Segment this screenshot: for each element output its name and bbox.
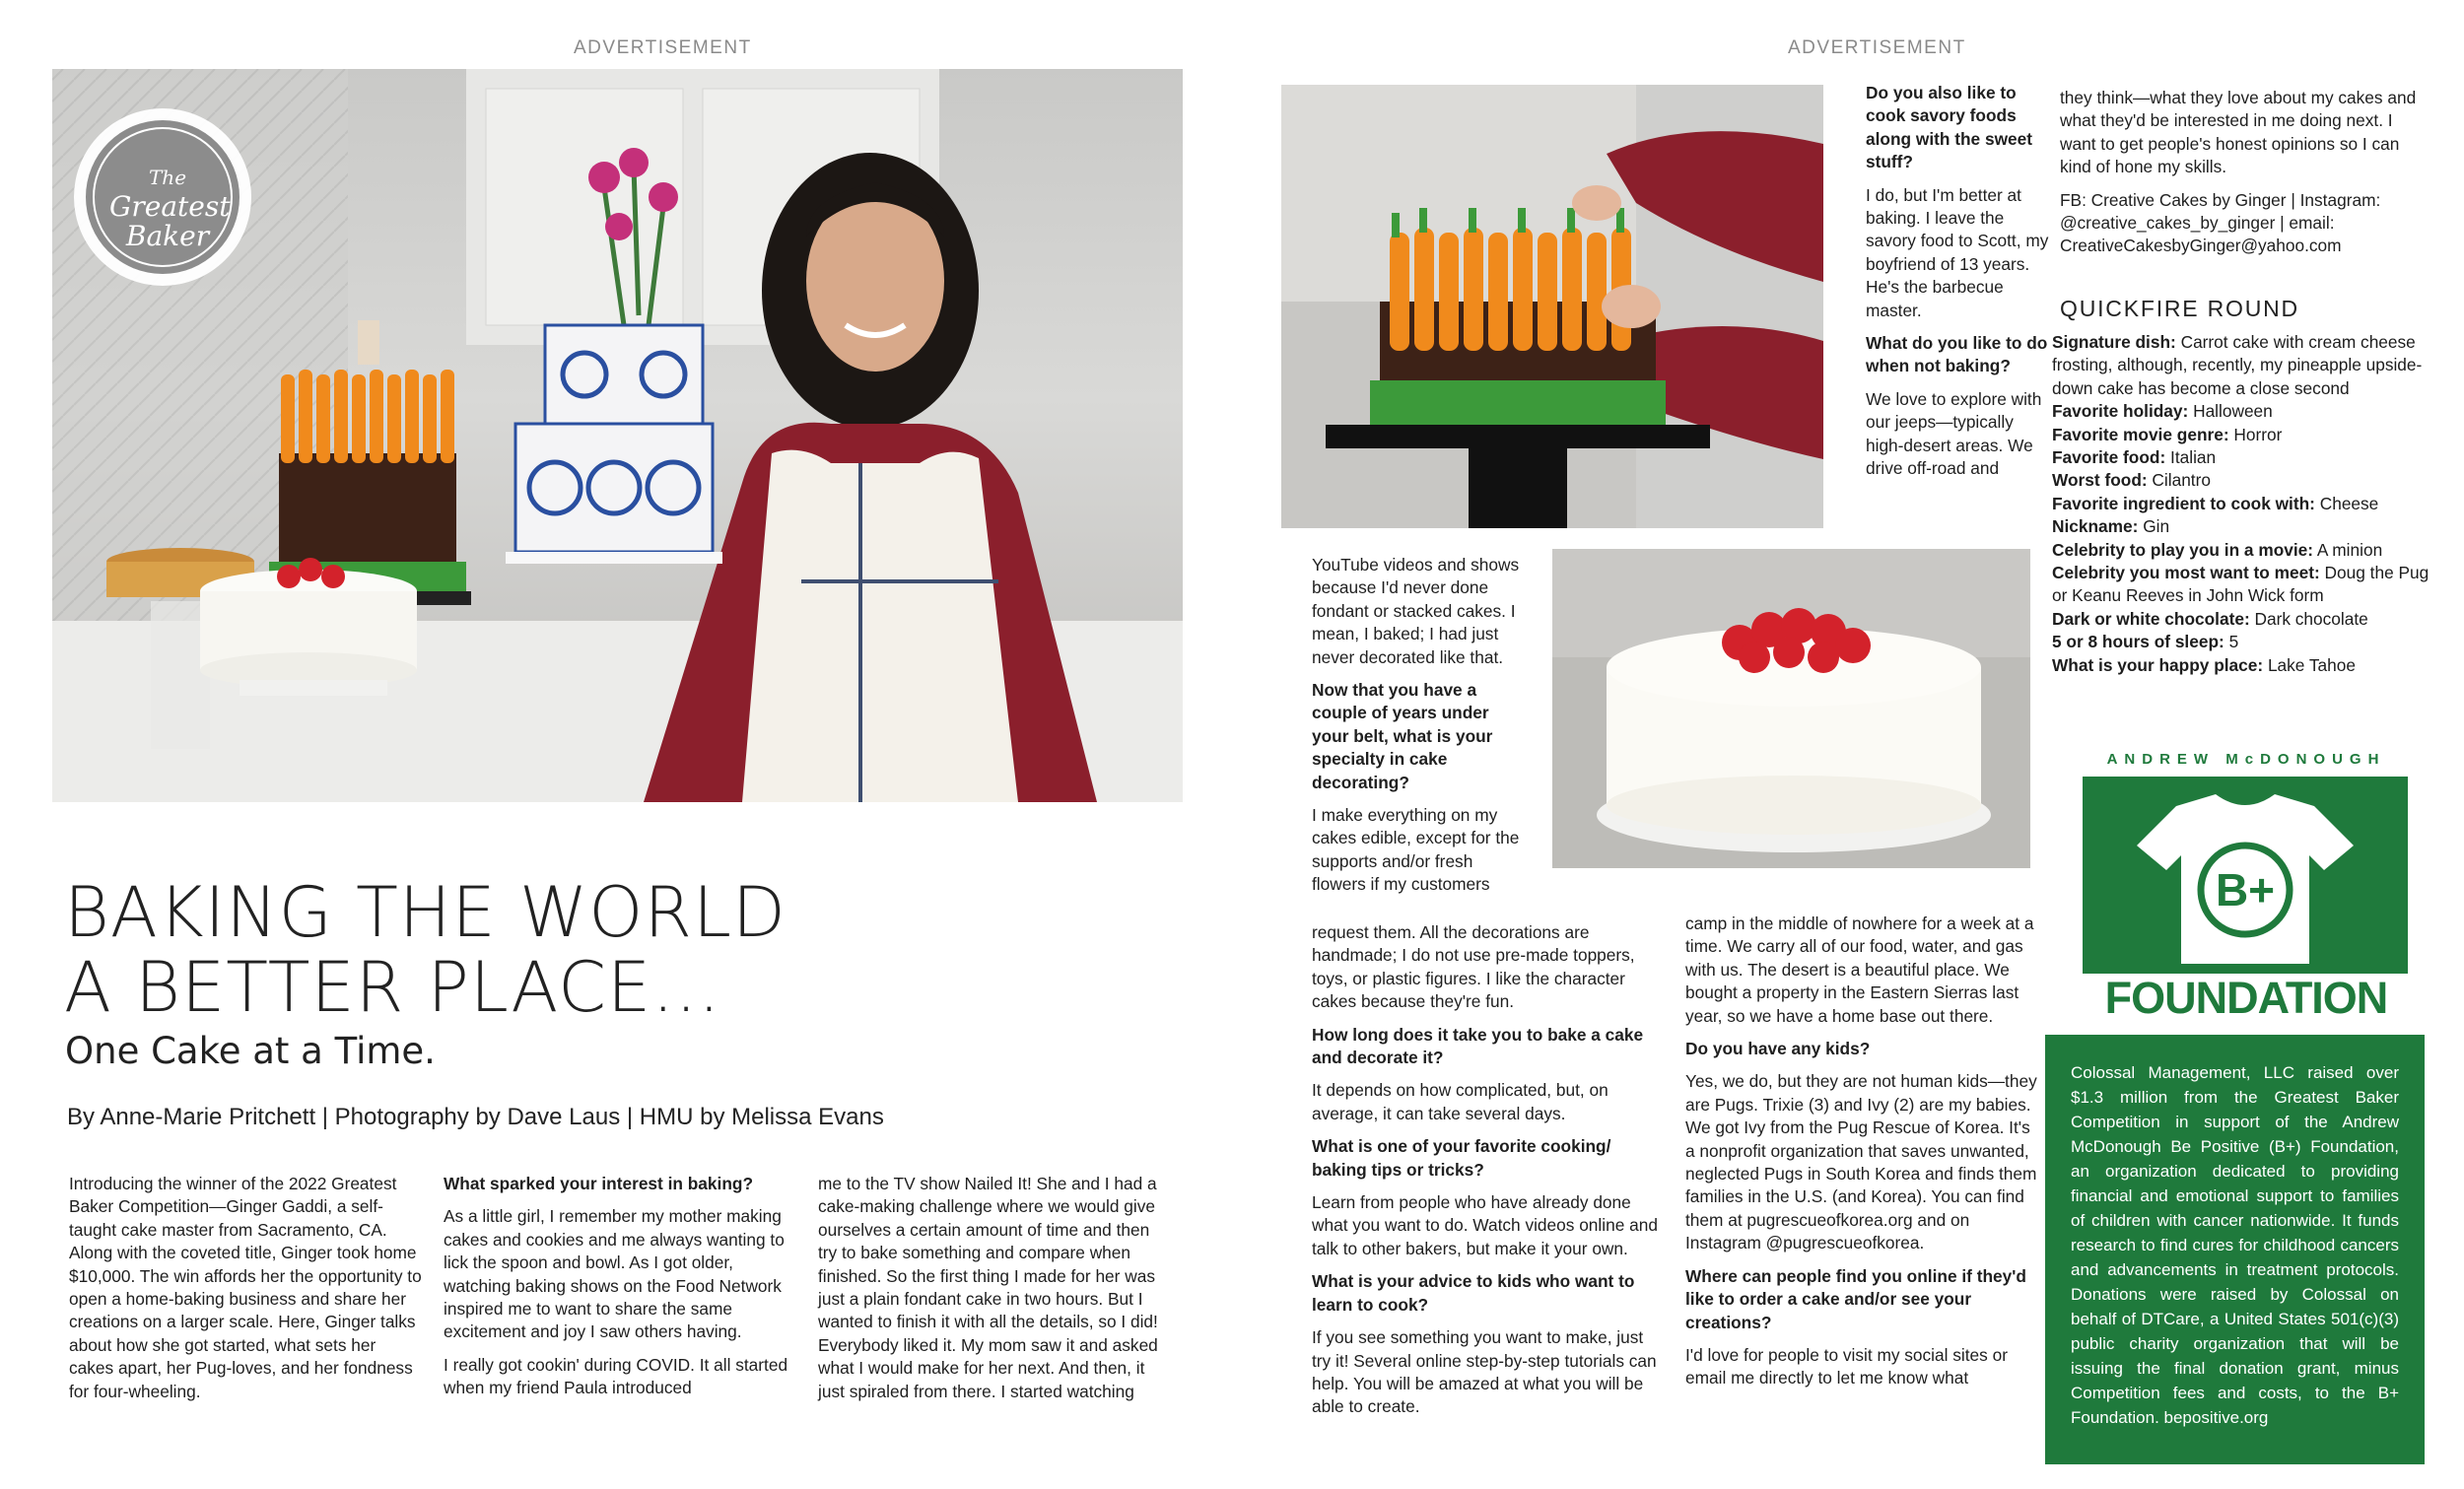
quickfire-item: Signature dish: Carrot cake with cream cheese frosting, although, recently, my pineapple upside-down cake has become a close second bbox=[2052, 332, 2423, 398]
column-specialty bbox=[1312, 554, 1521, 907]
answer-online: I'd love for people to visit my social sites or email me directly to let me know what bbox=[1685, 1344, 2008, 1388]
quickfire-title: QUICKFIRE ROUND bbox=[2060, 296, 2299, 321]
quickfire-item: 5 or 8 hours of sleep: 5 bbox=[2052, 632, 2239, 652]
hero-photo bbox=[52, 69, 1183, 802]
foundation-donation-box bbox=[2045, 1035, 2425, 1464]
column-social bbox=[2060, 87, 2425, 268]
column-tips bbox=[1312, 921, 1667, 1429]
logo-andrew-mcdonough: ANDREW McDONOUGH bbox=[2106, 751, 2386, 768]
answer-time: It depends on how complicated, but, on average, it can take several days. bbox=[1312, 1080, 1608, 1123]
question-online: Where can people find you online if they'd like to order a cake and/or see your creations? bbox=[1685, 1265, 2026, 1332]
answer-specialty-end: request them. All the decorations are handmade; I do not use pre-made toppers, toys, or plastic figures. I like the character cakes because they're fun. bbox=[1312, 922, 1635, 1012]
column-2 bbox=[444, 1173, 798, 1410]
question-specialty: Now that you have a couple of years under your belt, what is your specialty in cake decorating? bbox=[1312, 680, 1493, 792]
article-byline: By Anne-Marie Pritchett | Photography by Dave Laus | HMU by Melissa Evans bbox=[67, 1104, 884, 1130]
headline-line1: BAKING THE WORLD bbox=[64, 872, 787, 953]
quickfire-item: Nickname: Gin bbox=[2052, 516, 2170, 537]
intro-paragraph: Introducing the winner of the 2022 Greatest Baker Competition—Ginger Gaddi, a self-taught cake master from Sacramento, CA. Along with the coveted title, Ginger took home $10,000. The win affords her the opportunity to open a home-baking business and share her creations on a larger scale. Here, Ginger talks about how she got started, what sets her cakes apart, her Pug-loves, and her fondness for four-wheeling. bbox=[69, 1174, 422, 1401]
question-savory: Do you also like to cook savory foods along with the sweet stuff? bbox=[1866, 83, 2032, 172]
bplus-foundation-logo bbox=[2073, 751, 2420, 1037]
paragraph-youtube: YouTube videos and shows because I'd never done fondant or stacked cakes. I mean, I baked; I had just never decorated like that. bbox=[1312, 555, 1520, 667]
question-time: How long does it take you to bake a cake and decorate it? bbox=[1312, 1024, 1644, 1068]
quickfire-item: Favorite food: Italian bbox=[2052, 447, 2217, 468]
question-tips: What is one of your favorite cooking/ baking tips or tricks? bbox=[1312, 1136, 1611, 1180]
quickfire-item: Celebrity you most want to meet: Doug the Pug or Keanu Reeves in John Wick form bbox=[2052, 563, 2430, 606]
advertisement-label-right: ADVERTISEMENT bbox=[1788, 37, 1966, 58]
quickfire-item: Worst food: Cilantro bbox=[2052, 470, 2211, 491]
quickfire-list bbox=[2052, 331, 2436, 677]
answer-interest: As a little girl, I remember my mother making cakes and cookies and me always wanting to lick the spoon and bowl. As I got older, watching baking shows on the Food Network inspired me to want to share the same excitement and joy I saw others having. bbox=[444, 1206, 785, 1342]
answer-hobbies: We love to explore with our jeeps—typically high-desert areas. We drive off-road and bbox=[1866, 388, 2042, 479]
greatest-baker-badge bbox=[109, 163, 231, 252]
question-interest: What sparked your interest in baking? bbox=[444, 1174, 753, 1193]
answer-savory: I do, but I'm better at baking. I leave the savory food to Scott, my boyfriend of 13 years. He's the barbecue master. bbox=[1866, 184, 2049, 320]
headline-line2: A BETTER PLACE… bbox=[64, 947, 722, 1028]
column-pugs bbox=[1685, 913, 2040, 1400]
article-headline bbox=[64, 872, 787, 1028]
answer-specialty-start: I make everything on my cakes edible, except for the supports and/or fresh flowers if my customers bbox=[1312, 805, 1520, 895]
quickfire-item: What is your happy place: Lake Tahoe bbox=[2052, 654, 2356, 675]
column-intro bbox=[69, 1173, 424, 1413]
logo-foundation-word: FOUNDATION bbox=[2104, 973, 2388, 1023]
badge-line1: The bbox=[148, 166, 187, 189]
paragraph-camping: camp in the middle of nowhere for a week at a time. We carry all of our food, water, and gas with us. The desert is a beautiful place. We bought a property in the Eastern Sierras last year, so we have a home base out there. bbox=[1685, 914, 2034, 1026]
quickfire-item: Favorite movie genre: Horror bbox=[2052, 424, 2283, 444]
answer-interest-continued: I really got cookin' during COVID. It all started when my friend Paula introduced bbox=[444, 1354, 788, 1398]
column-3 bbox=[818, 1173, 1173, 1413]
quickfire-item: Favorite ingredient to cook with: Cheese bbox=[2052, 493, 2379, 513]
advertisement-label-left: ADVERTISEMENT bbox=[574, 37, 752, 58]
foundation-description: Colossal Management, LLC raised over $1.3 million from the Greatest Baker Competition in support of the Andrew McDonough Be Positive (B+) Foundation, an organization dedicated to providing financial and emotional support to families of children with cancer nationwide. It funds research to find cures for childhood cancers and advancements in treatment protocols. Donations were raised by Colossal on behalf of DTCare, a United States 501(c)(3) public charity organization that will be issuing the final donation grant, minus Competition fees and costs, to the B+ Foundation. bepositive.org bbox=[2071, 1063, 2399, 1427]
logo-grade: B+ bbox=[2215, 864, 2276, 915]
quickfire-item: Favorite holiday: Halloween bbox=[2052, 401, 2273, 422]
article-subtitle: One Cake at a Time. bbox=[65, 1030, 436, 1072]
question-hobbies: What do you like to do when not baking? bbox=[1866, 333, 2048, 376]
question-kids: Do you have any kids? bbox=[1685, 1039, 1871, 1059]
answer-kids-advice: If you see something you want to make, just try it! Several online step-by-step tutorials can help. You will be amazed at what you will be able to create. bbox=[1312, 1327, 1657, 1417]
strawberry-cake-photo bbox=[1552, 549, 2030, 868]
answer-kids: Yes, we do, but they are not human kids—they are Pugs. Trixie (3) and Ivy (2) are my babies. We got Ivy from the Pug Rescue of Korea. It's a nonprofit organization that saves unwanted, neglected Pugs in South Korea and finds them families in the U.S. (and Korea). You can find them at pugrescueofkorea.org and on Instagram @pugrescueofkorea. bbox=[1685, 1071, 2037, 1253]
badge-line2: Greatest bbox=[109, 190, 231, 223]
quickfire-item: Dark or white chocolate: Dark chocolate bbox=[2052, 608, 2368, 629]
answer-tips: Learn from people who have already done what you want to do. Watch videos online and talk to other bakers, but make it your own. bbox=[1312, 1192, 1658, 1258]
paragraph-opinions: they think—what they love about my cakes and what they'd be interested in me doing next. I want to get people's honest opinions so I can kind of hone my skills. bbox=[2060, 88, 2417, 177]
column-savory bbox=[1866, 82, 2051, 491]
carrot-cake-photo bbox=[1281, 85, 1823, 528]
paragraph-nailed-it: me to the TV show Nailed It! She and I had a cake-making challenge where we would give ourselves a certain amount of time and then try to bake something and compare when finished. So the first thing I made for her was just a plain fondant cake in two hours. But I wanted to finish it with all the details, so I did! Everybody liked it. My mom saw it and asked what I would make for her next. And then, it just spiraled from there. I started watching bbox=[818, 1174, 1158, 1401]
badge-line3: Baker bbox=[125, 220, 210, 252]
social-handles: FB: Creative Cakes by Ginger | Instagram: @creative_cakes_by_ginger | email: CreativeCakesbyGinger@yahoo.com bbox=[2060, 189, 2381, 256]
quickfire-item: Celebrity to play you in a movie: A minion bbox=[2052, 539, 2383, 560]
question-kids-advice: What is your advice to kids who want to learn to cook? bbox=[1312, 1271, 1635, 1315]
